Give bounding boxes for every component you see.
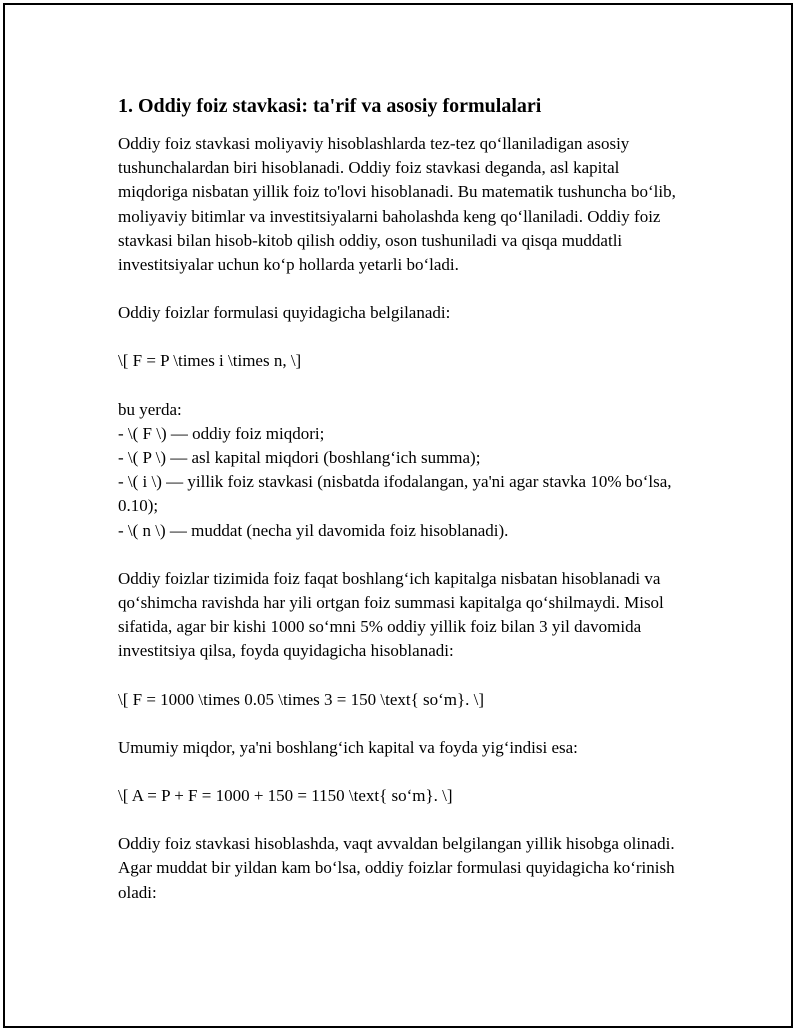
formula-example-interest: \[ F = 1000 \times 0.05 \times 3 = 150 \text{ so‘m}. \] <box>118 689 485 709</box>
paragraph-total-intro: Umumiy miqdor, ya'ni boshlang‘ich kapital va foyda yig‘indisi esa: <box>118 737 578 757</box>
variable-list <box>118 398 688 543</box>
list-item: - \( F \) — oddiy foiz miqdori; <box>118 423 325 443</box>
formula-simple-interest: \[ F = P \times i \times n, \] <box>118 351 302 371</box>
formula-total-amount: \[ A = P + F = 1000 + 150 = 1150 \text{ so‘m}. \] <box>118 786 453 806</box>
paragraph-short-term: Oddiy foiz stavkasi hisoblashda, vaqt avvaldan belgilangan yillik hisobga olinadi. Agar muddat bir yildan kam bo‘lsa, oddiy foizlar formulasi quyidagicha ko‘rinish oladi: <box>118 834 675 902</box>
section-heading: 1. Oddiy foiz stavkasi: ta'rif va asosiy formulalari <box>118 95 542 117</box>
list-item: - \( P \) — asl kapital miqdori (boshlang‘ich summa); <box>118 448 481 468</box>
paragraph-example: Oddiy foizlar tizimida foiz faqat boshlang‘ich kapitalga nisbatan hisoblanadi va qo‘shimcha ravishda har yili ortgan foiz summasi kapitalga qo‘shilmaydi. Misol sifatida, agar bir kishi 1000 so‘mni 5% oddiy yillik foiz bilan 3 yil davomida investitsiya qilsa, foyda quyidagicha hisoblanadi: <box>118 568 664 661</box>
paragraph-definition: Oddiy foiz stavkasi moliyaviy hisoblashlarda tez-tez qo‘llaniladigan asosiy tushunchalardan biri hisoblanadi. Oddiy foiz stavkasi deganda, asl kapital miqdoriga nisbatan yillik foiz to'lovi hisoblanadi. Bu matematik tushuncha bo‘lib, moliyaviy bitimlar va investitsiyalarni baholashda keng qo‘llaniladi. Oddiy foiz stavkasi bilan hisob-kitob qilish oddiy, oson tushuniladi va qisqa muddatli investitsiyalar uchun ko‘p hollarda yetarli bo‘ladi. <box>118 134 676 275</box>
where-label: bu yerda: <box>118 399 182 419</box>
paragraph-formula-intro: Oddiy foizlar formulasi quyidagicha belgilanadi: <box>118 303 451 323</box>
list-item: - \( i \) — yillik foiz stavkasi (nisbatda ifodalangan, ya'ni agar stavka 10% bo‘lsa, 0.10); <box>118 472 672 516</box>
document-body <box>118 92 688 929</box>
list-item: - \( n \) — muddat (necha yil davomida foiz hisoblanadi). <box>118 520 509 540</box>
